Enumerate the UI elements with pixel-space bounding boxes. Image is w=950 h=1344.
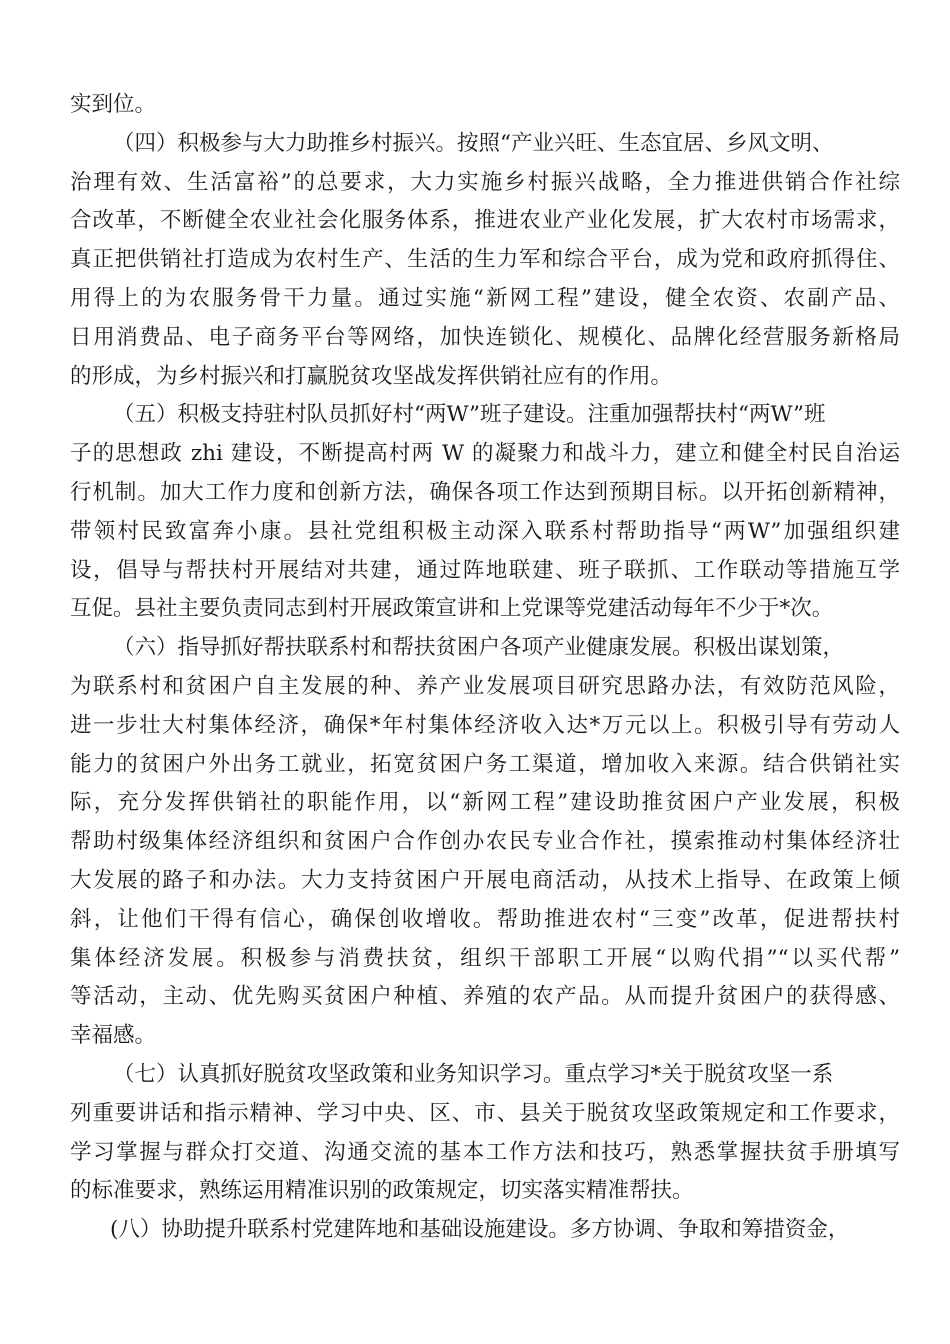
text-line: 集体经济发展。积极参与消费扶贫，组织干部职工开展“以购代捐”“以买代帮” <box>70 945 900 971</box>
paragraph-heading-line: (八）协助提升联系村党建阵地和基础设施建设。多方协调、争取和筹措资金， <box>110 1217 850 1243</box>
text-line: 为联系村和贫困户自主发展的种、养产业发展项目研究思路办法，有效防范风险， <box>70 673 900 699</box>
text-line: 能力的贫困户外出务工就业，拓宽贫困户务工渠道，增加收入来源。结合供销社实 <box>70 751 900 777</box>
text-line: 互促。县社主要负责同志到村开展政策宣讲和上党课等党建活动每年不少于*次。 <box>70 596 834 622</box>
text-line: 带领村民致富奔小康。县社党组积极主动深入联系村帮助指导“两W”加强组织建 <box>70 518 900 544</box>
text-line: 设，倡导与帮扶村开展结对共建，通过阵地联建、班子联抓、工作联动等措施互学 <box>70 557 900 583</box>
text-line: 幸福感。 <box>70 1023 157 1049</box>
text-line: 学习掌握与群众打交道、沟通交流的基本工作方法和技巧，熟悉掌握扶贫手册填写 <box>70 1139 900 1165</box>
paragraph-heading-line: （六）指导抓好帮扶联系村和帮扶贫困户各项产业健康发展。积极出谋划策， <box>113 635 845 661</box>
text-line: 等活动，主动、优先购买贫困户种植、养殖的农产品。从而提升贫困户的获得感、 <box>70 984 900 1010</box>
text-line: 帮助村级集体经济组织和贫困户合作创办农民专业合作社，摸索推动村集体经济壮 <box>70 829 900 855</box>
text-line: 日用消费品、电子商务平台等网络，加快连锁化、规模化、品牌化经营服务新格局 <box>70 324 900 350</box>
text-line: 的形成，为乡村振兴和打赢脱贫攻坚战发挥供销社应有的作用。 <box>70 363 673 389</box>
text-line: 治理有效、生活富裕”的总要求，大力实施乡村振兴战略，全力推进供销合作社综 <box>70 169 900 195</box>
text-line: 实到位。 <box>70 92 157 117</box>
text-line: 真正把供销社打造成为农村生产、生活的生力军和综合平台，成为党和政府抓得住、 <box>70 247 900 273</box>
text-line: 际，充分发挥供销社的职能作用，以“新网工程”建设助推贫困户产业发展，积极 <box>70 790 900 816</box>
paragraph-heading-line: （五）积极支持驻村队员抓好村“两W”班子建设。注重加强帮扶村“两W”班 <box>113 402 826 428</box>
text-line: 斜，让他们干得有信心，确保创收增收。帮助推进农村“三变”改革，促进帮扶村 <box>70 906 900 932</box>
text-line: 行机制。加大工作力度和创新方法，确保各项工作达到预期目标。以开拓创新精神， <box>70 479 900 505</box>
text-line: 子的思想政 zhi 建设，不断提高村两 W 的凝聚力和战斗力，建立和健全村民自治运 <box>70 441 900 467</box>
document-page <box>70 86 900 1250</box>
paragraph-heading-line: （四）积极参与大力助推乡村振兴。按照“产业兴旺、生态宜居、乡风文明、 <box>113 130 834 156</box>
paragraph-heading-line: （七）认真抓好脱贫攻坚政策和业务知识学习。重点学习*关于脱贫攻坚一系 <box>113 1061 834 1087</box>
text-line: 大发展的路子和办法。大力支持贫困户开展电商活动，从技术上指导、在政策上倾 <box>70 867 900 893</box>
text-line: 进一步壮大村集体经济，确保*年村集体经济收入达*万元以上。积极引导有劳动人 <box>70 712 900 738</box>
text-line: 合改革，不断健全农业社会化服务体系，推进农业产业化发展，扩大农村市场需求， <box>70 208 900 234</box>
text-line: 用得上的为农服务骨干力量。通过实施“新网工程”建设，健全农资、农副产品、 <box>70 285 900 311</box>
text-line: 的标准要求，熟练运用精准识别的政策规定，切实落实精准帮扶。 <box>70 1178 694 1204</box>
text-line: 列重要讲话和指示精神、学习中央、区、市、县关于脱贫攻坚政策规定和工作要求， <box>70 1100 900 1126</box>
